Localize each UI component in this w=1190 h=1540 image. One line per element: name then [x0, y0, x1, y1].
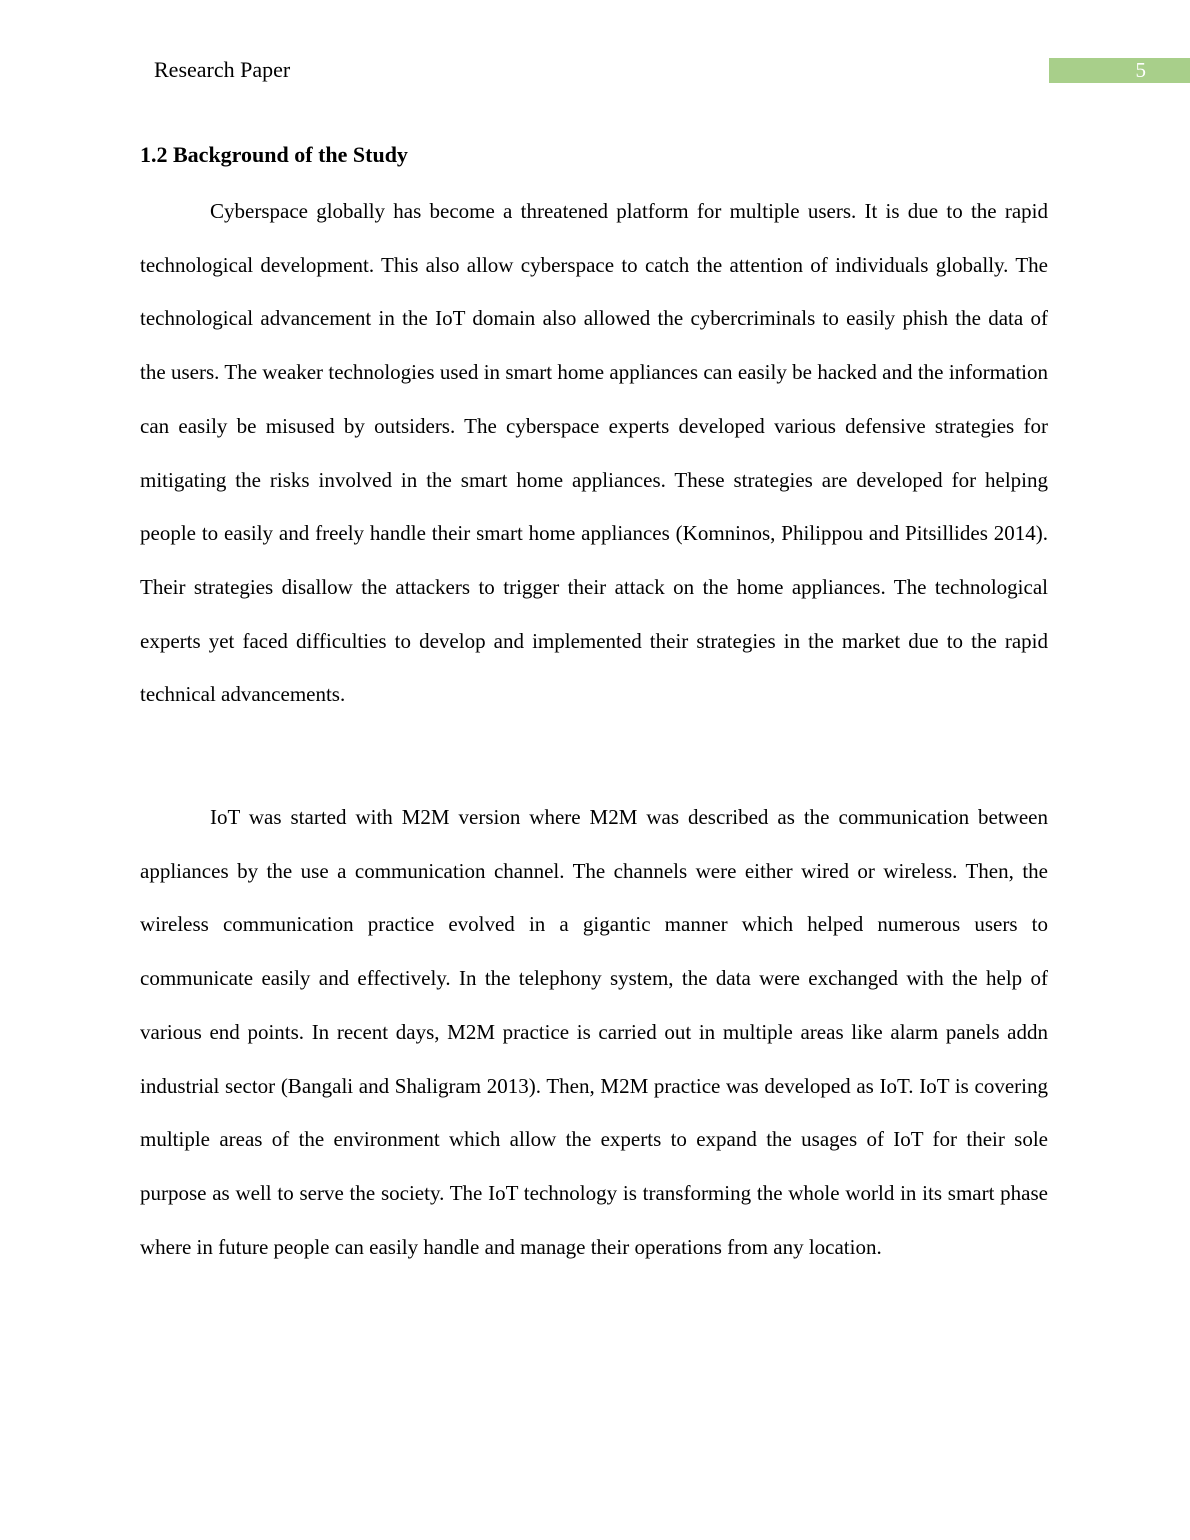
- page-number: 5: [1049, 58, 1190, 83]
- body-paragraph-2: IoT was started with M2M version where M2M was described as the communication between appliances by the use a communication channel. The channels were either wired or wireless. Then, the wireless communication practice evolved in a gigantic manner which helped numerous users to communicate easily and effectively. In the telephony system, the data were exchanged with the help of various end points. In recent days, M2M practice is carried out in multiple areas like alarm panels addn industrial sector (Bangali and Shaligram 2013). Then, M2M practice was developed as IoT. IoT is covering multiple areas of the environment which allow the experts to expand the usages of IoT for their sole purpose as well to serve the society. The IoT technology is transforming the whole world in its smart phase where in future people can easily handle and manage their operations from any location.: [140, 805, 1048, 1259]
- body-paragraph-1: Cyberspace globally has become a threatened platform for multiple users. It is due to the rapid technological development. This also allow cyberspace to catch the attention of individuals globally. The technological advancement in the IoT domain also allowed the cybercriminals to easily phish the data of the users. The weaker technologies used in smart home appliances can easily be hacked and the information can easily be misused by outsiders. The cyberspace experts developed various defensive strategies for mitigating the risks involved in the smart home appliances. These strategies are developed for helping people to easily and freely handle their smart home appliances (Komninos, Philippou and Pitsillides 2014). Their strategies disallow the attackers to trigger their attack on the home appliances. The technological experts yet faced difficulties to develop and implemented their strategies in the market due to the rapid technical advancements.: [140, 199, 1048, 707]
- running-head: Research Paper: [154, 57, 291, 82]
- section-heading: 1.2 Background of the Study: [140, 142, 408, 167]
